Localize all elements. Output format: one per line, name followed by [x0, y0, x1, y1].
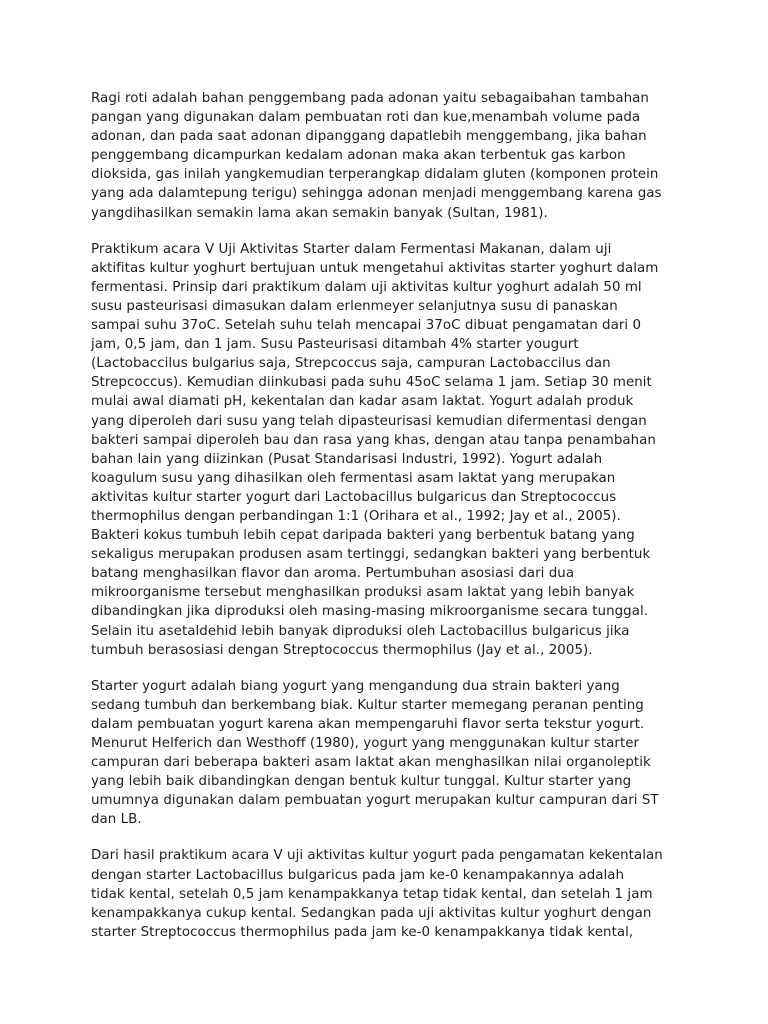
paragraph-ragi-roti: Ragi roti adalah bahan penggembang pada adonan yaitu sebagaibahan tambahan pangan yang digunakan dalam pembuatan roti dan kue,menambah volume pada adonan, dan pada saat adonan dipanggang dapatlebih menggembang, jika bahan penggembang dicampurkan kedalam adonan maka akan terbentuk gas karbon dioksida, gas inilah yangkemudian terperangkap didalam gluten (komponen protein yang ada dalamtepung terigu) sehingga adonan menjadi menggembang karena gas yangdihasilkan semakin lama akan semakin banyak (Sultan, 1981). — [91, 91, 662, 221]
paragraph-starter-yogurt: Starter yogurt adalah biang yogurt yang mengandung dua strain bakteri yang sedang tumbuh dan berkembang biak. Kultur starter memegang peranan penting dalam pembuatan yogurt karena akan mempengaruhi flavor serta tekstur yogurt. Menurut Helferich dan Westhoff (1980), yogurt yang menggunakan kultur starter campuran dari beberapa bakteri asam laktat akan menghasilkan nilai organoleptik yang lebih baik dibandingkan dengan bentuk kultur tunggal. Kultur starter yang umumnya digunakan dalam pembuatan yogurt merupakan kultur campuran dari ST dan LB. — [91, 678, 659, 828]
paragraph-praktikum-acara-v: Praktikum acara V Uji Aktivitas Starter dalam Fermentasi Makanan, dalam uji aktifitas kultur yoghurt bertujuan untuk mengetahui aktivitas starter yoghurt dalam fermentasi. Prinsip dari praktikum dalam uji aktivitas kultur yoghurt adalah 50 ml susu pasteurisasi dimasukan dalam erlenmeyer selanjutnya susu di panaskan sampai suhu 37oC. Setelah suhu telah mencapai 37oC dibuat pengamatan dari 0 jam, 0,5 jam, dan 1 jam. Susu Pasteurisasi ditambah 4% starter yougurt (Lactobaccilus bulgarius saja, Strepcoccus saja, campuran Lactobaccilus dan Strepcoccus). Kemudian diinkubasi pada suhu 45oC selama 1 jam. Setiap 30 menit mulai awal diamati pH, kekentalan dan kadar asam laktat. Yogurt adalah produk yang diperoleh dari susu yang telah dipasteurisasi kemudian difermentasi dengan bakteri sampai diperoleh bau dan rasa yang khas, dengan atau tanpa penambahan bahan lain yang diizinkan (Pusat Standarisasi Industri, 1992). Yogurt adalah koagulum susu yang dihasilkan oleh fermentasi asam laktat yang merupakan aktivitas kultur starter yogurt dari Lactobacillus bulgaricus dan Streptococcus thermophilus dengan perbandingan 1:1 (Orihara et al., 1992; Jay et al., 2005). Bakteri kokus tumbuh lebih cepat daripada bakteri yang berbentuk batang yang sekaligus merupakan produsen asam tertinggi, sedangkan bakteri yang berbentuk batang menghasilkan flavor dan aroma. Pertumbuhan asosiasi dari dua mikroorganisme tersebut menghasilkan produksi asam laktat yang lebih banyak dibandingkan jika diproduksi oleh masing-masing mikroorganisme secara tunggal. Selain itu asetaldehid lebih banyak diproduksi oleh Lactobacillus bulgaricus jika tumbuh berasosiasi dengan Streptococcus thermophilus (Jay et al., 2005). — [91, 241, 659, 658]
document-body — [91, 89, 691, 959]
paragraph-hasil-praktikum: Dari hasil praktikum acara V uji aktivitas kultur yogurt pada pengamatan kekentalan dengan starter Lactobacillus bulgaricus pada jam ke-0 kenampakannya adalah tidak kental, setelah 0,5 jam kenampakkanya tetap tidak kental, dan setelah 1 jam kenampakkanya cukup kental. Sedangkan pada uji aktivitas kultur yoghurt dengan starter Streptococcus thermophilus pada jam ke-0 kenampakkanya tidak kental, — [91, 848, 663, 940]
